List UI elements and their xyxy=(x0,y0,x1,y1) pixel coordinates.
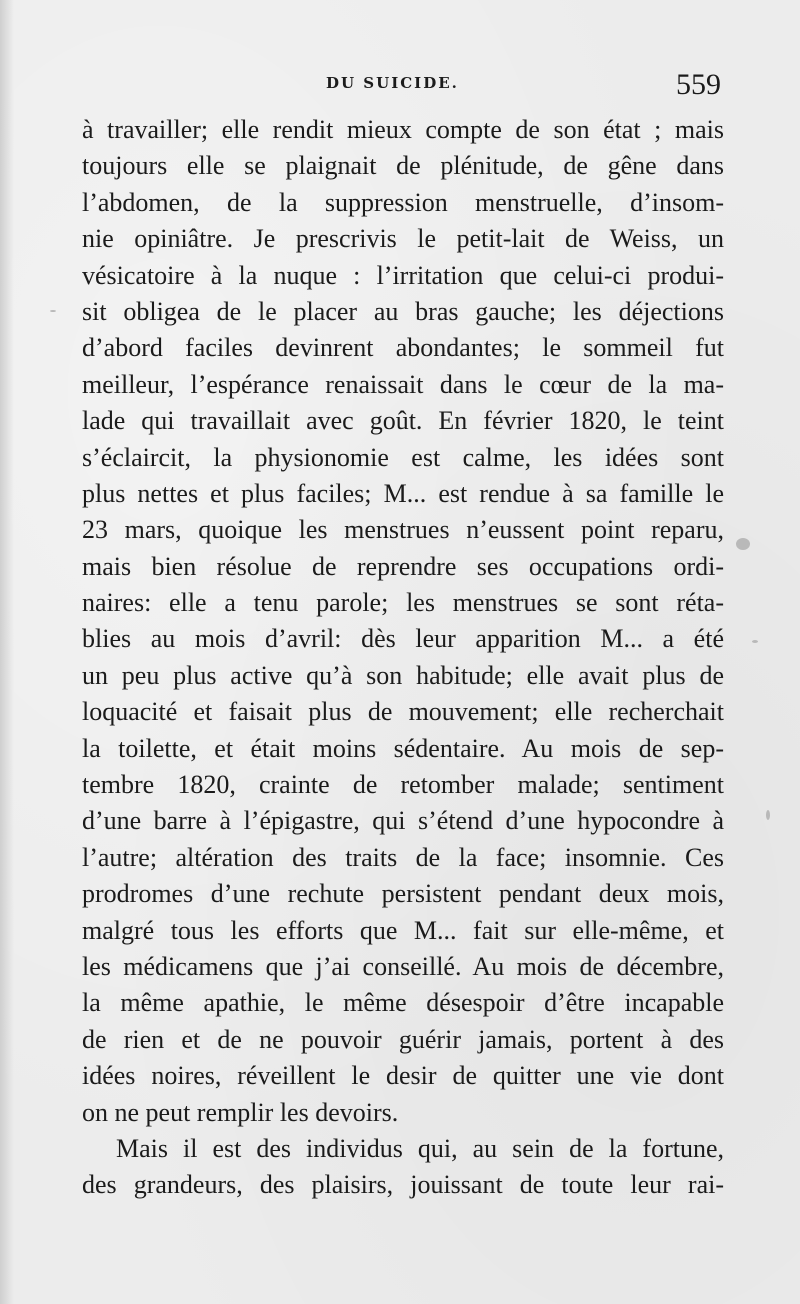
text-line: à travailler; elle rendit mieux compte de son état ; mais xyxy=(82,115,724,144)
text-line: l’autre; altération des traits de la face; insomnie. Ces xyxy=(82,842,724,872)
text-line: blies au mois d’avril: dès leur apparition M... a été xyxy=(82,624,724,654)
page-number: 559 xyxy=(676,68,721,101)
body-text xyxy=(82,112,724,1204)
text-line: malgré tous les efforts que M... fait sur elle-même, et xyxy=(82,915,724,945)
text-line: idées noires, réveillent le desir de quitter une vie dont xyxy=(82,1061,724,1091)
paragraph-start-line: Mais il est des individus qui, au sein de la fortune, xyxy=(116,1133,724,1163)
text-line: la même apathie, le même désespoir d’être incapable xyxy=(82,988,724,1018)
paragraph-end-line: on ne peut remplir les devoirs. xyxy=(82,1097,399,1127)
text-line: la toilette, et était moins sédentaire. Au mois de sep- xyxy=(82,733,724,763)
text-line: les médicamens que j’ai conseillé. Au mois de décembre, xyxy=(82,951,724,981)
text-line: tembre 1820, crainte de retomber malade; sentiment xyxy=(82,770,724,800)
text-line: loquacité et faisait plus de mouvement; elle recherchait xyxy=(82,697,724,727)
text-line: s’éclaircit, la physionomie est calme, les idées sont xyxy=(82,442,724,472)
paper-speck xyxy=(736,538,750,550)
text-line: meilleur, l’espérance renaissait dans le cœur de la ma- xyxy=(82,369,724,399)
text-line: l’abdomen, de la suppression menstruelle, d’insom- xyxy=(82,187,724,217)
text-line: d’une barre à l’épigastre, qui s’étend d’une hypocondre à xyxy=(82,806,724,836)
running-head-title: DU SUICIDE. xyxy=(326,74,459,92)
text-line: de rien et de ne pouvoir guérir jamais, portent à des xyxy=(82,1024,724,1054)
page-gutter-shadow xyxy=(0,0,14,1304)
text-line: lade qui travaillait avec goût. En février 1820, le teint xyxy=(82,406,724,436)
text-line: toujours elle se plaignait de plénitude, de gêne dans xyxy=(82,151,724,181)
text-line: naires: elle a tenu parole; les menstrues se sont réta- xyxy=(82,588,724,618)
paper-speck xyxy=(752,640,758,643)
text-line: un peu plus active qu’à son habitude; elle avait plus de xyxy=(82,660,724,690)
text-line: nie opiniâtre. Je prescrivis le petit-lait de Weiss, un xyxy=(82,224,724,254)
text-line: des grandeurs, des plaisirs, jouissant de toute leur rai- xyxy=(82,1170,724,1200)
text-line: sit obligea de le placer au bras gauche; les déjections xyxy=(82,296,724,326)
text-line: vésicatoire à la nuque : l’irritation que celui-ci produi- xyxy=(82,260,724,290)
running-head xyxy=(0,68,800,108)
text-line: d’abord faciles devinrent abondantes; le sommeil fut xyxy=(82,333,724,363)
paper-speck xyxy=(50,310,56,312)
text-line: mais bien résolue de reprendre ses occupations ordi- xyxy=(82,551,724,581)
text-line: plus nettes et plus faciles; M... est rendue à sa famille le xyxy=(82,478,724,508)
paper-speck xyxy=(766,810,770,820)
text-line: 23 mars, quoique les menstrues n’eussent point reparu, xyxy=(82,515,724,545)
text-line: prodromes d’une rechute persistent pendant deux mois, xyxy=(82,879,724,909)
